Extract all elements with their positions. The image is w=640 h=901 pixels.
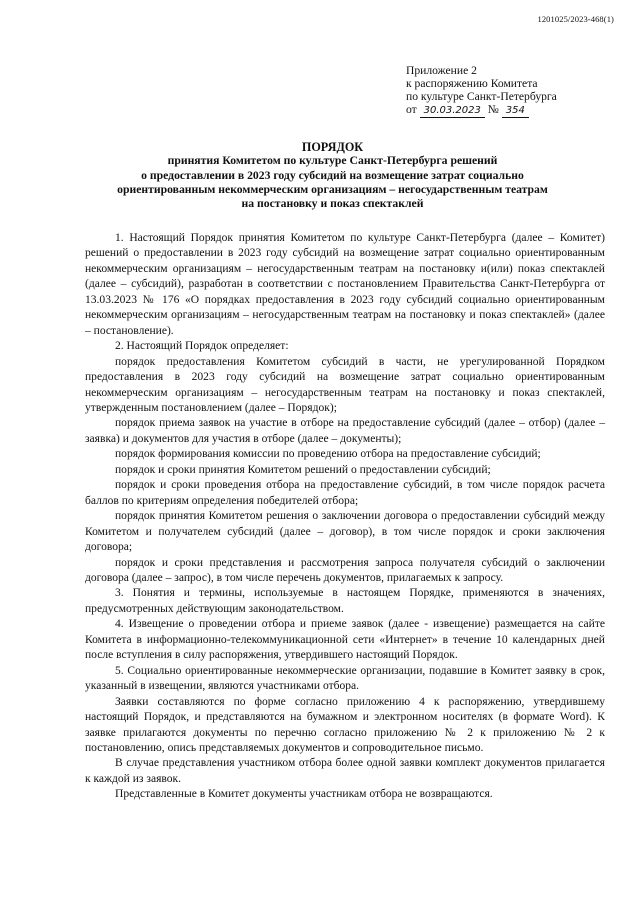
appendix-line-2: к распоряжению Комитета bbox=[406, 77, 538, 90]
paragraph-13: Заявки составляются по форме согласно приложению 4 к распоряжению, утвердившему настоящий Порядок, и представляются на бумажном и электронном носителях (в формате Word). К заявке прилагаются документы по перечню согласно приложению № 2 к приложению № 2 к постановлению, опись представляемых документов и сопроводительное письмо. bbox=[85, 695, 605, 754]
title-main: ПОРЯДОК bbox=[301, 140, 364, 154]
paragraph-11: 4. Извещение о проведении отбора и приеме заявок (далее - извещение) размещается на сайте Комитета в информационно-телекоммуникационной сети «Интернет» в течение 10 календарных дней после вступления в силу распоряжения, утвердившего настоящий Порядок. bbox=[85, 618, 605, 662]
appendix-number-sign: № bbox=[487, 103, 499, 116]
paragraph-9: порядок и сроки представления и рассмотрения запроса получателя субсидий о заключении договора (далее – запрос), в том числе перечень документов, прилагаемых к запросу. bbox=[85, 556, 605, 584]
paragraph-4: порядок приема заявок на участие в отборе на предоставление субсидий (далее – отбор) (далее – заявка) и документов для участия в отборе (далее – документы); bbox=[85, 417, 605, 445]
document-body bbox=[85, 231, 605, 803]
paragraph-3: порядок предоставления Комитетом субсидий в части, не урегулированной Порядком предоставления в 2023 году субсидий на возмещение затрат социально ориентированным некоммерческим организациям – негосударственным театрам на постановку и показ спектаклей, утвержденным постановлением (далее – Порядок); bbox=[85, 355, 605, 414]
appendix-header bbox=[406, 64, 557, 118]
document-title bbox=[60, 140, 605, 211]
paragraph-5: порядок формирования комиссии по проведению отбора на предоставление субсидий; bbox=[115, 448, 541, 461]
paragraph-15: Представленные в Комитет документы участникам отбора не возвращаются. bbox=[115, 788, 493, 801]
title-line-3: ориентированным некоммерческим организациям – негосударственным театрам bbox=[117, 182, 548, 196]
paragraph-12: 5. Социально ориентированные некоммерческие организации, подавшие в Комитет заявку в срок, указанный в извещении, являются участниками отбора. bbox=[85, 664, 605, 693]
appendix-date-line bbox=[406, 103, 557, 118]
paragraph-6: порядок и сроки принятия Комитетом решений о предоставлении субсидий; bbox=[115, 463, 491, 476]
document-code: 1201025/2023-468(1) bbox=[537, 14, 614, 24]
paragraph-14: В случае представления участником отбора более одной заявки комплект документов прилагается к каждой из заявок. bbox=[85, 757, 605, 785]
title-line-1: принятия Комитетом по культуре Санкт-Петербурга решений bbox=[167, 154, 498, 168]
appendix-date: 30.03.2023 bbox=[420, 105, 485, 118]
paragraph-2: 2. Настоящий Порядок определяет: bbox=[115, 340, 289, 353]
appendix-from-label: от bbox=[406, 103, 417, 116]
paragraph-1: 1. Настоящий Порядок принятия Комитетом по культуре Санкт-Петербурга (далее – Комитет) решений о предоставлении в 2023 году субсидий на возмещение затрат социально ориентированным некоммерческим организациям – негосударственным театрам на постановку и(или) показ спектаклей (далее – субсидий), разработан в соответствии с постановлением Правительства Санкт-Петербурга от 13.03.2023 № 176 «О порядках предоставления в 2023 году субсидий социально ориентированным некоммерческим организациям – негосударственным театрам на постановку и показ спектаклей» (далее – постановление). bbox=[85, 232, 605, 337]
appendix-line-1: Приложение 2 bbox=[406, 64, 477, 77]
appendix-line-3: по культуре Санкт-Петербурга bbox=[406, 90, 557, 103]
title-line-2: о предоставлении в 2023 году субсидий на возмещение затрат социально bbox=[141, 168, 524, 182]
paragraph-8: порядок принятия Комитетом решения о заключении договора о предоставлении субсидий между Комитетом и получателем субсидий (далее – договор), в том числе порядок и сроки заключения договора; bbox=[85, 510, 605, 554]
paragraph-7: порядок и сроки проведения отбора на предоставление субсидий, в том числе порядок расчета баллов по критериям определения победителей отбора; bbox=[85, 479, 605, 507]
title-line-4: на постановку и показ спектаклей bbox=[241, 197, 424, 211]
paragraph-10: 3. Понятия и термины, используемые в настоящем Порядке, применяются в значениях, предусмотренных действующим законодательством. bbox=[85, 587, 605, 615]
appendix-number: 354 bbox=[502, 105, 529, 118]
